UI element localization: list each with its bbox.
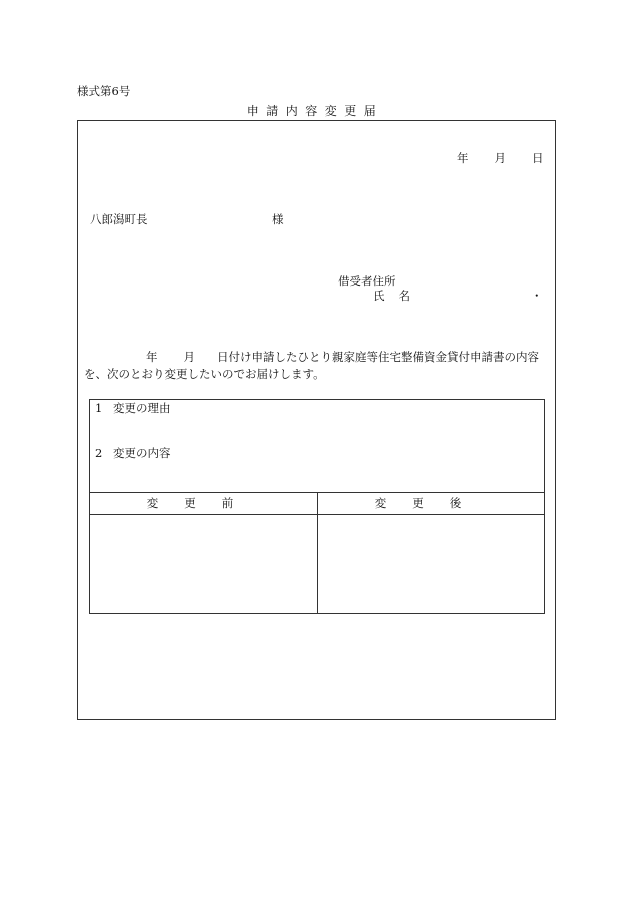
column-divider	[317, 492, 318, 613]
applicant-name-label: 氏名	[373, 289, 424, 303]
date-month: 月	[494, 151, 506, 165]
applicant-address-label: 借受者住所	[338, 274, 396, 288]
body-line1-text: 日付け申請したひとり親家庭等住宅整備資金貸付申請書の内容	[217, 350, 539, 364]
item-label: 変更の内容	[113, 446, 171, 460]
body-year: 年	[146, 350, 158, 364]
addressee: 八郎潟町長	[90, 212, 148, 226]
body-line-1	[146, 352, 539, 364]
date-day: 日	[532, 151, 544, 165]
item-number: 2	[95, 446, 103, 460]
seal-mark: ・	[531, 289, 543, 303]
column-header-before: 変更前	[146, 496, 260, 510]
date-year: 年	[457, 151, 469, 165]
honorific: 様	[272, 212, 284, 226]
document-title: 申請内容変更届	[246, 104, 384, 118]
body-month: 月	[183, 350, 195, 364]
item-number: 1	[95, 401, 103, 415]
item-reason	[95, 403, 171, 415]
form-number: 様式第6号	[77, 84, 131, 98]
item-content	[95, 448, 171, 460]
column-header-after: 変更後	[374, 496, 488, 510]
body-line-2: を、次のとおり変更したいのでお届けします。	[84, 367, 325, 381]
date-line	[457, 153, 544, 165]
item-label: 変更の理由	[113, 401, 171, 415]
